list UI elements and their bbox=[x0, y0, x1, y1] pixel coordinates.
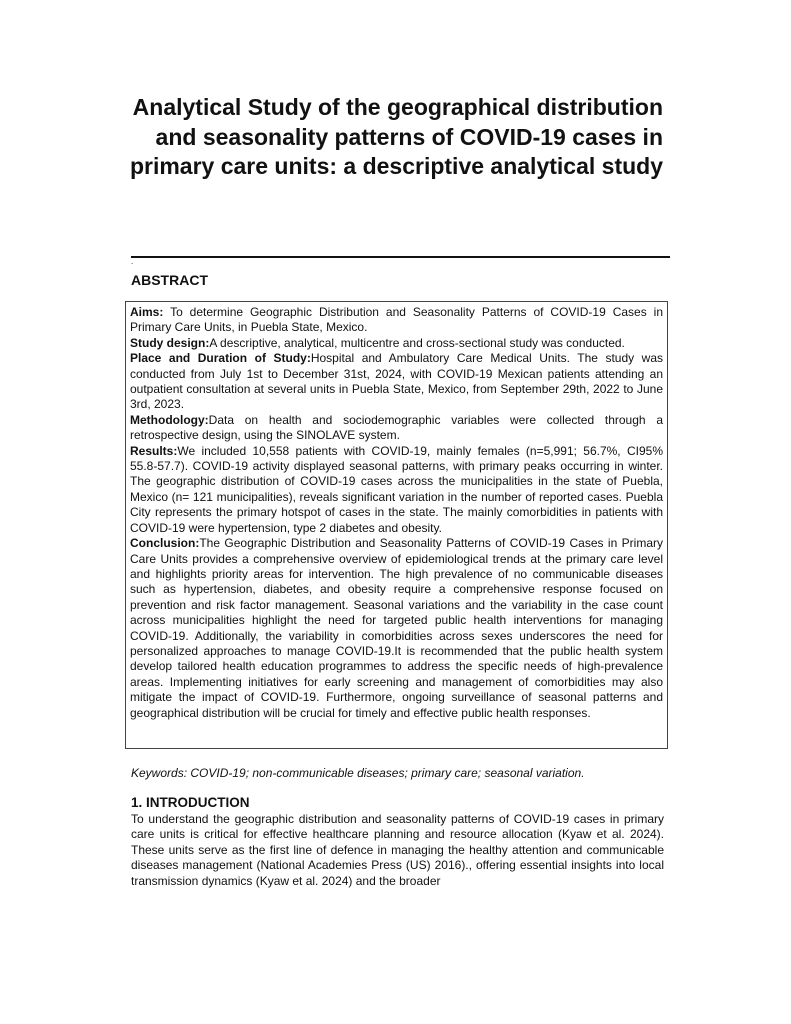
aims-text: To determine Geographic Distribution and Seasonality Patterns of COVID-19 Cases in Primary Care Units, in Puebla State, Mexico. bbox=[130, 305, 663, 335]
abstract-methodology bbox=[130, 413, 663, 444]
abstract-place-duration bbox=[130, 351, 663, 413]
title-divider bbox=[131, 256, 670, 258]
abstract-study-design bbox=[130, 336, 663, 351]
results-label: Results: bbox=[130, 443, 178, 458]
conclusion-label: Conclusion: bbox=[130, 536, 200, 551]
methodology-text: Data on health and sociodemographic variables were collected through a retrospective design, using the SINOLAVE system. bbox=[130, 412, 663, 443]
abstract-conclusion bbox=[130, 536, 663, 721]
introduction-text: To understand the geographic distribution and seasonality patterns of COVID-19 cases in primary care units is critical for effective healthcare planning and resource allocation (Kyaw et al. 2024). These units serve as the first line of defence in managing the healthy attention and communicable diseases management (National Academies Press (US) 2016)., offering essential insights into local transmission dynamics (Kyaw et al. 2024) and the broader bbox=[131, 812, 664, 888]
keywords: Keywords: COVID-19; non-communicable diseases; primary care; seasonal variation. bbox=[131, 766, 585, 780]
conclusion-text: The Geographic Distribution and Seasonality Patterns of COVID-19 Cases in Primary Care Units provides a comprehensive overview of epidemiological trends at the primary care level and highlights priority areas for intervention. The high prevalence of no communicable diseases such as hypertension, diabetes, and obesity require a comprehensive response focused on prevention and risk factor management. Seasonal variations and the variability in the case count across municipalities highlight the need for targeted public health interventions for managing COVID-19. Additionally, the variability in comorbidities across sexes underscores the need for personalized approaches to manage COVID-19.It is recommended that the public health system develop tailored health education programmes to address the specific needs of high-prevalence areas. Implementing initiatives for early screening and management of comorbidities may also mitigate the impact of COVID-19. Furthermore, ongoing surveillance of seasonal patterns and geographical distribution will be crucial for timely and effective public health responses. bbox=[130, 536, 663, 720]
introduction-heading: 1. INTRODUCTION bbox=[131, 795, 250, 810]
place-duration-text: Hospital and Ambulatory Care Medical Units. The study was conducted from July 1st to December 31st, 2024, with COVID-19 Mexican patients attending an outpatient consultation at several units in Puebla State, Mexico, from September 29th, 2022 to June 3rd, 2023. bbox=[130, 351, 663, 412]
aims-label: Aims: bbox=[130, 305, 164, 319]
place-duration-label: Place and Duration of Study: bbox=[130, 351, 311, 366]
study-design-label: Study design: bbox=[130, 335, 210, 350]
abstract-results bbox=[130, 444, 663, 536]
abstract-heading: ABSTRACT bbox=[131, 272, 208, 288]
stray-dot: . bbox=[131, 257, 134, 266]
abstract-aims bbox=[130, 305, 663, 336]
abstract-box bbox=[125, 301, 668, 749]
study-design-text: A descriptive, analytical, multicentre and cross-sectional study was conducted. bbox=[209, 335, 625, 350]
methodology-label: Methodology: bbox=[130, 412, 209, 427]
results-text: We included 10,558 patients with COVID-19, mainly females (n=5,991; 56.7%, CI95% 55.8-57.7). COVID-19 activity displayed seasonal patterns, with primary peaks occurring in winter. The geographic distribution of COVID-19 cases across the municipalities in the state of Puebla, Mexico (n= 121 municipalities), reveals significant variation in the number of reported cases. Puebla City represents the primary hotspot of cases in the state. The mainly comorbidities in patients with COVID-19 were hypertension, type 2 diabetes and obesity. bbox=[130, 443, 663, 535]
paper-title: Analytical Study of the geographical distribution and seasonality patterns of COVID-19 cases in primary care units: a descriptive analytical study bbox=[129, 94, 663, 179]
